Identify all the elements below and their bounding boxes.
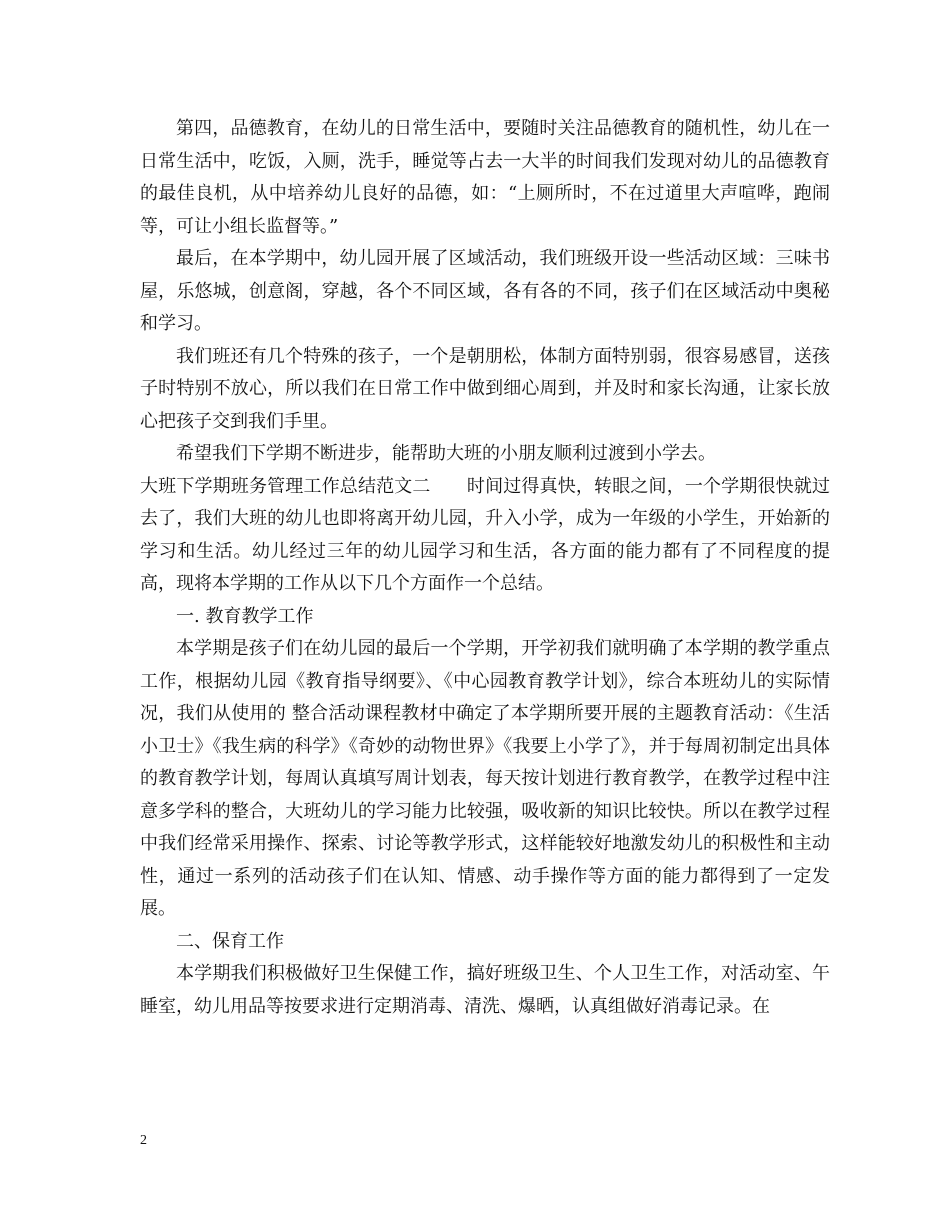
- paragraph-moral-education: 第四，品德教育，在幼儿的日常生活中，要随时关注品德教育的随机性，幼儿在一日常生活中，吃饭，入厕，洗手，睡觉等占去一大半的时间我们发现对幼儿的品德教育的最佳良机，从中培养幼儿良好的品德，如：“上厕所时，不在过道里大声喧哗，跑闹等，可让小组长监督等。”: [140, 118, 830, 237]
- section-heading-care: 二、保育工作: [176, 930, 284, 952]
- paragraph-area-activities: 最后，在本学期中，幼儿园开展了区域活动，我们班级开设一些活动区域：三味书屋，乐悠城，创意阁，穿越，各个不同区域，各有各的不同，孩子们在区域活动中奥秘和学习。: [140, 248, 830, 334]
- paragraph-care-work: 本学期我们积极做好卫生保健工作，搞好班级卫生、个人卫生工作，对活动室、午睡室，幼儿用品等按要求进行定期消毒、清洗、爆晒，认真组做好消毒记录。在: [140, 963, 830, 1017]
- page-number: 2: [140, 1133, 147, 1148]
- document-body: [140, 113, 830, 1023]
- paragraph-teaching-work: 本学期是孩子们在幼儿园的最后一个学期，开学初我们就明确了本学期的教学重点工作，根据幼儿园《教育指导纲要》、《中心园教育教学计划》，综合本班幼儿的实际情况，我们从使用的 整合活动课程教材中确定了本学期所要开展的主题教育活动：《生活小卫士》《我生病的科学》《奇妙的动物世界》《我要上小学了》，并于每周初制定出具体的教育教学计划，每周认真填写周计划表，每天按计划进行教育教学，在教学过程中注意多学科的整合，大班幼儿的学习能力比较强，吸收新的知识比较快。所以在教学过程中我们经常采用操作、探索、讨论等教学形式，这样能较好地激发幼儿的积极性和主动性，通过一系列的活动孩子们在认知、情感、动手操作等方面的能力都得到了一定发展。: [140, 638, 830, 919]
- paragraph-special-children: 我们班还有几个特殊的孩子，一个是朝朋松，体制方面特别弱，很容易感冒，送孩子时特别不放心，所以我们在日常工作中做到细心周到，并及时和家长沟通，让家长放心把孩子交到我们手里。: [140, 345, 830, 432]
- paragraph-hope: 希望我们下学期不断进步，能帮助大班的小朋友顺利过渡到小学去。: [176, 443, 716, 464]
- section-heading-teaching: 一. 教育教学工作: [176, 605, 314, 627]
- paragraph-sample-two-intro: 大班下学期班务管理工作总结范文二 时间过得真快，转眼之间，一个学期很快就过去了，我们大班的幼儿也即将离开幼儿园，升入小学，成为一年级的小学生，开始新的学习和生活。幼儿经过三年的幼儿园学习和生活，各方面的能力都有了不同程度的提高，现将本学期的工作从以下几个方面作一个总结。: [140, 475, 830, 594]
